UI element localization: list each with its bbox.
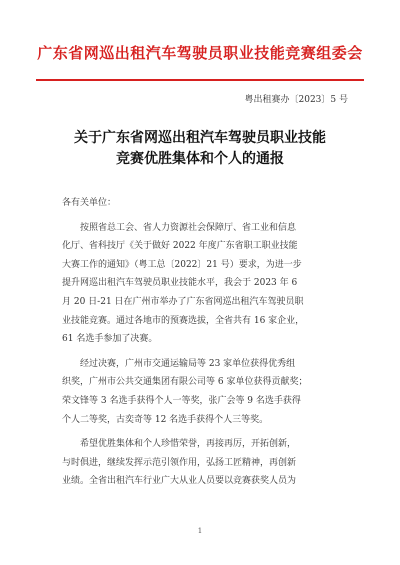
paragraph-line: 荣文锋等 3 名选手获得个人一等奖，张广会等 9 名选手获得 <box>62 395 301 406</box>
paragraph-line: 与时俱进，继续发挥示范引领作用，弘扬工匠精神，再创新 <box>62 457 297 468</box>
paragraph-line: 61 名选手参加了决赛。 <box>62 334 158 345</box>
document-body <box>62 194 340 491</box>
paragraph-line: 业技能竞赛。通过各地市的预赛选拔，全省共有 16 家企业， <box>62 315 305 326</box>
paragraph-3 <box>62 435 340 491</box>
paragraph-line: 织奖，广州市公共交通集团有限公司等 6 家单位获得贡献奖； <box>62 377 308 388</box>
paragraph-line: 提升网巡出租汽车驾驶员职业技能水平，我会于 2023 年 6 <box>62 278 298 289</box>
paragraph-line: 经过决赛，广州市交通运输局等 23 家单位获得优秀组 <box>80 358 296 369</box>
paragraph-1 <box>62 219 340 349</box>
paragraph-2 <box>62 355 340 429</box>
paragraph-line: 希望优胜集体和个人珍惜荣誉，再接再厉，开拓创新， <box>80 439 297 450</box>
paragraph-line: 业绩。全省出租汽车行业广大从业人员要以竞赛获奖人员为 <box>62 476 297 487</box>
page-number: 1 <box>197 527 203 535</box>
document-title <box>0 128 400 170</box>
document-title-line-2: 竞赛优胜集体和个人的通报 <box>116 151 284 167</box>
paragraph-line: 个人二等奖，古奕奇等 12 名选手获得个人三等奖。 <box>62 414 269 425</box>
paragraph-line: 化厅、省科技厅《关于做好 2022 年度广东省职工职业技能 <box>62 241 298 252</box>
paragraph-line: 月 20 日-21 日在广州市举办了广东省网巡出租汽车驾驶员职 <box>62 296 304 307</box>
paragraph-line: 大赛工作的通知》（粤工总〔2022〕21 号）要求，为进一步 <box>62 259 302 270</box>
red-separator-line <box>36 79 364 81</box>
paragraph-line: 按照省总工会、省人力资源社会保障厅、省工业和信息 <box>80 222 297 233</box>
document-title-line-1: 关于广东省网巡出租汽车驾驶员职业技能 <box>74 130 326 146</box>
document-number: 粤出租赛办〔2023〕5 号 <box>244 95 348 105</box>
issuing-organization-header: 广东省网巡出租汽车驾驶员职业技能竞赛组委会 <box>37 44 363 62</box>
salutation: 各有关单位： <box>62 198 117 208</box>
